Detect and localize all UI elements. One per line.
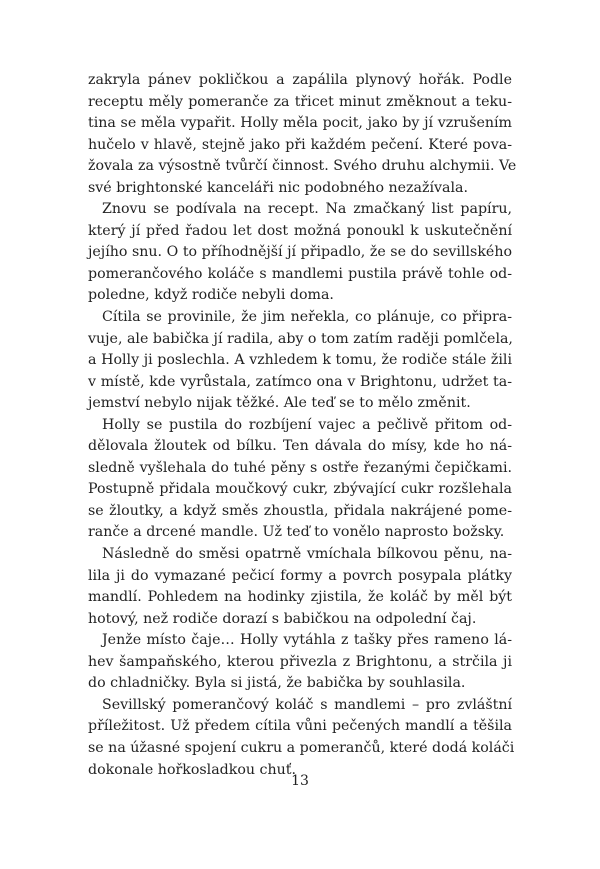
text-line: zakryla pánev pokličkou a zapálila plynový hořák. Podle [88, 72, 512, 88]
text-line: tina se měla vypařit. Holly měla pocit, jako by jí vzrušením [88, 115, 512, 132]
paragraph [88, 695, 515, 781]
text-line: hotový, než rodiče dorazí s babičkou na odpolední čaj. [88, 610, 477, 627]
text-line: který jí před řadou let dost možná ponoukl k uskutečnění [88, 222, 512, 239]
paragraph [88, 307, 512, 415]
text-line: mandlí. Pohledem na hodinky zjistila, že koláč by měl být [88, 589, 512, 606]
text-line: Znovu se podívala na recept. Na zmačkaný list papíru, [102, 201, 512, 218]
paragraph [88, 544, 512, 630]
text-line: dokonale hořkosladkou chuť. [88, 761, 296, 778]
text-line: vuje, ale babička jí radila, aby o tom zatím raději pomlčela, [88, 330, 513, 347]
text-line: jemství nebylo nijak těžké. Ale teď se to mělo změnit. [88, 395, 471, 412]
text-line: Cítila se provinile, že jim neřekla, co plánuje, co připra- [102, 309, 512, 326]
text-line: Jenže místo čaje… Holly vytáhla z tašky přes rameno lá- [102, 632, 512, 649]
text-line: v místě, kde vyrůstala, zatímco ona v Brightonu, udržet ta- [88, 373, 512, 390]
page-number: 13 [291, 773, 309, 789]
paragraph [88, 630, 512, 695]
text-line: se žloutky, a když směs zhoustla, přidala nakrájené pome- [88, 502, 512, 519]
text-line: sledně vyšlehala do tuhé pěny s ostře řezanými čepičkami. [88, 459, 512, 476]
paragraph [88, 70, 517, 199]
text-line: do chladničky. Byla si jistá, že babička by souhlasila. [88, 675, 466, 692]
text-line: hučelo v hlavě, stejně jako při každém pečení. Které pova- [88, 136, 512, 153]
text-line: dělovala žloutek od bílku. Ten dávala do mísy, kde ho ná- [88, 438, 512, 455]
text-line: příležitost. Už předem cítila vůni pečených mandlí a těšila [88, 718, 512, 735]
text-line: lila ji do vymazané pečicí formy a povrch posypala plátky [88, 567, 512, 584]
text-line: receptu měly pomeranče za třicet minut změknout a teku- [88, 93, 512, 110]
text-line: Následně do směsi opatrně vmíchala bílkovou pěnu, na- [102, 546, 512, 563]
text-line: se na úžasné spojení cukru a pomerančů, které dodá koláči [88, 739, 515, 756]
text-line: poledne, když rodiče nebyli doma. [88, 287, 334, 304]
text-line: ranče a drcené mandle. Už teď to vonělo naprosto božsky. [88, 524, 505, 541]
text-line: Postupně přidala moučkový cukr, zbývající cukr rozšlehala [88, 481, 512, 498]
book-page-body [88, 70, 517, 781]
text-line: a Holly ji poslechla. A vzhledem k tomu, že rodiče stále žili [88, 352, 512, 369]
text-line: pomerančového koláče s mandlemi pustila právě tohle od- [88, 265, 512, 282]
text-line: žovala za výsostně tvůrčí činnost. Svého druhu alchymii. Ve [88, 158, 517, 175]
paragraph [88, 415, 512, 544]
text-line: své brightonské kanceláři nic podobného nezažívala. [88, 179, 468, 196]
text-line: hev šampaňského, kterou přivezla z Brightonu, a strčila ji [88, 653, 512, 670]
text-line: Sevillský pomerančový koláč s mandlemi – pro zvláštní [102, 696, 512, 713]
text-line: jejího snu. O to příhodnější jí připadlo, že se do sevillského [88, 244, 512, 261]
text-line: Holly se pustila do rozbíjení vajec a pečlivě přitom od- [102, 416, 512, 433]
paragraph [88, 199, 512, 307]
